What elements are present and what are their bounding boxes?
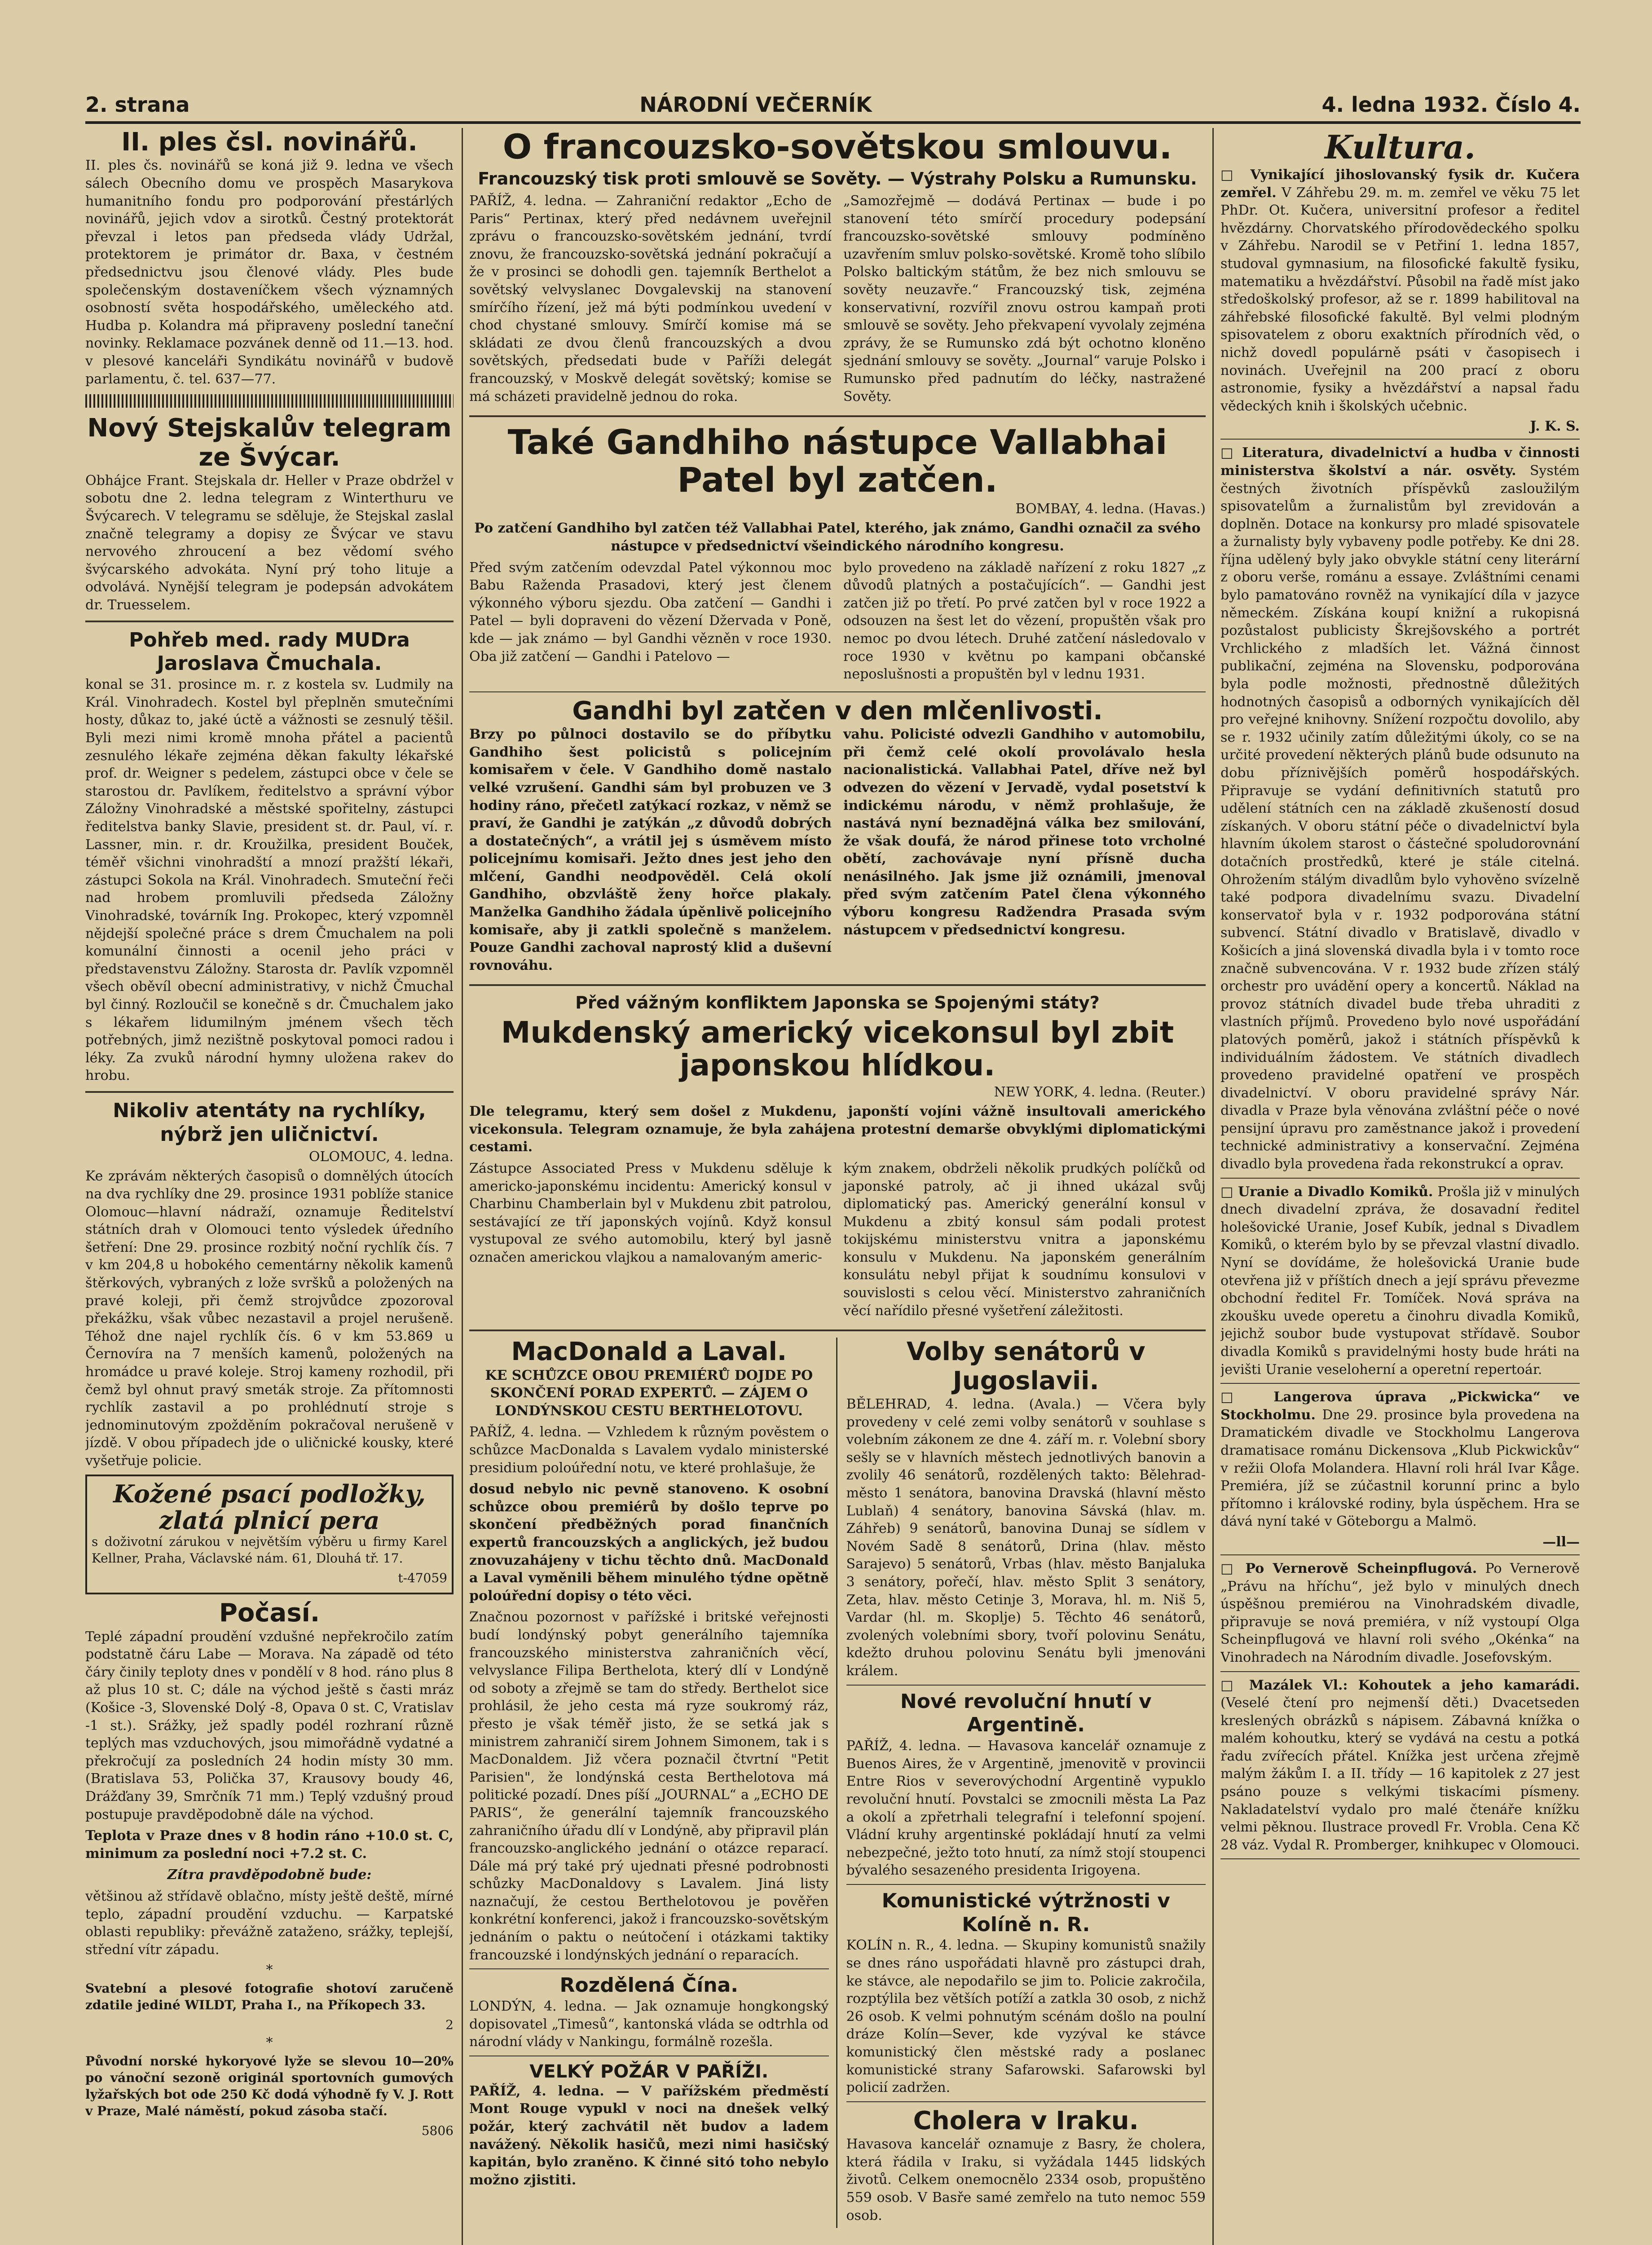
divider xyxy=(469,1329,1206,1331)
item-signature: —ll— xyxy=(1542,1534,1580,1550)
notice: Původní norské hykoryové lyže se slevou 10—20% po vánoční sezoně originál sportovních gumových lyžařských bot ode 250 Kč dodá výhodně fy V. J. Rott v Praze, Malé náměstí, pokud zásoba stačí. xyxy=(85,2054,454,2119)
lead: Po zatčení Gandhiho byl zatčen též Vallabhai Patel, kterého, jak známo, Gandhi označil za svého nástupce v předsednictví všeindického národního kongresu. xyxy=(474,520,1201,554)
article-body: BĚLEHRAD, 4. ledna. (Avala.) — Včera byly provedeny v celé zemi volby senátorů v souhlase s volebním zákonem ze dne 4. září m. r. Volební sbory sešly se v hlavních městech jednotlivých banovin a zvolily 46 senátorů, rozdělených takto: Bělehrad-město 1 senátora, banovina Dravská (hlavní město Lublaň) 4 senátory, banovina Sávská (hlav. m. Záhřeb) 9 senátorů, banovina Dunaj se sídlem v Novém Sadě 8 senátorů, Drina (hlav. město Sarajevo) 5 senátorů, Vrbas (hlav. město Banjaluka 3 senátory, pořečí, hlav. město Split 3 senátory, Zeta, hlav. město Cetinje 3, Morava, hl. m. Niš 5, Vardar (hl. m. Skoplje) 5. Těchto 46 senátorů, zvolených volebními sbory, tvoří polovinu Senátu, kdežto druhou polovinu Senátu byli jmenováni králem. xyxy=(846,1396,1206,1679)
headline: II. ples čsl. novinářů. xyxy=(121,128,418,157)
notice: Svatební a plesové fotografie shotoví zaručeně zdatile jediné WILDT, Praha I., na Příkopech 33. xyxy=(85,1981,454,2013)
article-body: Před svým zatčením odevzdal Patel výkonnou moc Babu Raženda Prasadovi, který jest členem výkonného výboru sjezdu. Oba zatčení — Gandhi i Patel — byli dopraveni do vězení Džervada v Poně, kde — jak známo — byl Gandhi vězněn v roce 1930. Oba již zatčení — Gandhi i Patelovo — xyxy=(469,559,832,665)
headline: Nové revoluční hnutí v Argentině. xyxy=(900,1690,1152,1737)
kultura-item: □ Uranie a Divadlo Komiků. Prošla již v minulých dnech divadelní zpráva, že dosavadní ředitel holešovické Uranie, Josef Kubík, jednal s Divadlem Komiků, o kterém bylo by se převzal vlastní divadlo. Nyní se dovídáme, že holešovická Uranie bude otevřena již v příštích dnech a její správu převezme obchodní ředitel Fr. Tomíček. Nová správa na zkoušku uvede operetu a činohru divadla Komiků, jejichž soubor bude vystupovat střídavě. Soubor divadla Komiků s pravidelnými hosty bude hráti na jevišti Uranie veseloherní a operetní repertoár. xyxy=(1220,1183,1580,1384)
item-body: Systém čestných životních příspěvků zasloužilým spisovatelům a žurnalistům byl zrevidován a doplněn. Dotace na konkursy pro mladé spisovatele a žurnalisty byly vybaveny podle potřeby. Ke dni 28. října udělený byly jako obvykle státní ceny literární z oboru verše, románu a essaye. Zvláštními cenami bylo pamatováno rovněž na vynikající díla v jazyce německém. Získána koupí knižní a rukopisná pozůstalost publicisty Škrejšovského a portrét Vrchlického z mladších let. Vážná činnost publikační, zejména na Slovensku, podporována byla podle možnosti, přednostně důležitých hodnotných časopisů a odborných vynikajících děl pro veřejné knihovny. Snížení rozpočtu dovolilo, aby se r. 1932 učinily zatím důležitými úkoly, co se na určité provedení některých plánů bude odsunuto na dobu příznivějších poměrů hospodářských. Připravuje se vydání definitivních statutů pro udělení státních cen na základě zkušeností dosud získaných. V oboru státní péče o divadelnictví byla hlavním úkolem starost o částečné spoludorovnání dotačních prostředků, které je stále citelná. Ohrožením stálým divadlům bylo vyhověno svízelně také podpora divadelnímu svazu. Divadelní konservatoř byla v r. 1932 podporována státní subvencí. Státní divadlo v Bratislavě, divadlo v Košicích a jiná slovenská divadla byla i v tomto roce značně subvencována. V r. 1932 bude zřízen stálý orchestr pro uvádění opery a koncertů. Náklad na provoz státních divadel bude třeba uhraditi z vlastních příjmů. Provedeno bylo nové uspořádání platových poměrů, jakož i státních příspěvků k individuálním žádostem. Ve státních divadlech provedeno pravidelné opatření ve prospěch divadelnictví. V oboru pravidelné správy Nár. divadla v Praze byla věnována zvláštní péče o nové pensijní úpravu pro zaměstnance jakož i provedení technické administrativy a konservační. Zejména divadlo byla provedena řada rekonstrukcí a oprav. xyxy=(1220,462,1580,1172)
divider xyxy=(469,1968,829,1969)
kultura-items xyxy=(1220,166,1580,1859)
article-pohreb xyxy=(85,629,454,1085)
notice-code: 2 xyxy=(445,2017,454,2033)
kultura-item: □ Mazálek Vl.: Kohoutek a jeho kamarádi. (Veselé čtení pro nejmenší děti.) Dvacetseden kreslených obrázků s nápisem. Zábavná knížka o malém kohoutku, který se vydává na cestu a potká řadu zvířecích přátel. Knížka jest určena zřejmě malým žákům I. a II. třídy — 16 kapitolek z 27 jest psáno pouze s velkými tiskacími písmeny. Nakladatelství vydalo pro malé čtenáře knížku velmi pěknou. Ilustrace provedl Fr. Vrobla. Cena Kč 28 váz. Vydal R. Promberger, knihkupec v Olomouci. xyxy=(1220,1677,1580,1860)
item-title: Po Vernerově Scheinpflugová. xyxy=(1245,1560,1477,1576)
item-body: Prošla již v minulých dnech divadelní zpráva, že dosavadní ředitel holešovické Uranie, Josef Kubík, jednal s Divadlem Komiků, o kterém bylo by se převzal vlastní divadlo. Nyní se dovídáme, že holešovická Uranie bude otevřena již v příštích dnech a její správu převezme obchodní ředitel Fr. Tomíček. Nová správa na zkoušku uvede operetu a činohru divadla Komiků, jejichž soubor bude vystupovat střídavě. Soubor divadla Komiků s pravidelnými hosty bude hráti na jevišti Uranie veseloherní a operetní repertoár. xyxy=(1220,1184,1580,1378)
kicker: Před vážným konfliktem Japonska se Spojenými státy? xyxy=(575,993,1100,1013)
headline: VELKÝ POŽÁR V PAŘÍŽI. xyxy=(529,2061,769,2082)
dateline: BOMBAY, 4. ledna. (Havas.) xyxy=(1015,501,1206,517)
lead: KE SCHŮZCE OBOU PREMIÉRŮ DOJDE PO SKONČENÍ PORAD EXPERTŮ. — ZÁJEM O LONDÝNSKOU CESTU BERTHELOTOVU. xyxy=(485,1367,813,1419)
divider xyxy=(85,1091,454,1093)
divider xyxy=(846,1685,1206,1686)
column-rule xyxy=(1212,128,1214,2245)
headline: Mukdenský americký vicekonsul byl zbit japonskou hlídkou. xyxy=(501,1015,1174,1083)
divider xyxy=(469,415,1206,417)
article-mukden xyxy=(469,992,1206,1323)
separator-star: * xyxy=(266,2035,273,2051)
article-body: LONDÝN, 4. ledna. — Jak oznamuje hongkongský dopisovatel „Timesů“, kantonská vláda se odtrhla od národní vlády v Nankingu, formálně rozešla. xyxy=(469,1998,829,2050)
divider xyxy=(1220,439,1580,440)
headline: Pohřeb med. rady MUDra Jaroslava Čmuchala. xyxy=(129,628,410,675)
article-body: konal se 31. prosince m. r. z kostela sv. Ludmily na Král. Vinohradech. Kostel byl přeplněn smutečními hosty, důkaz to, jaké úctě a vážnosti se zesnulý těšil. Byli mezi nimi kromě mnoha přátel a pacientů zesnulého lékaře zejména děkan fakulty lékařské prof. dr. Weigner s pedelem, zástupci obce v čele se starostou dr. Pavlíkem, ředitelstvo a správní výbor Záložny Vinohradské a městské spořitelny, zástupci ředitelstva banky Slavie, president st. dr. Paul, ví. r. Lassner, min. r. dr. Kroužilka, president Bouček, téměř všichni vinohradští a mnozí pražští lékaři, zástupci Sokola na Král. Vinohradech. Smuteční řeči nad hrobem promluvili předseda Záložny Vinohradské, továrník Ing. Prokopec, který vzpomněl nějdejší společné práce s drem Čmuchalem na poli komunální činnosti a ocenil jeho práci v představenstvu Záložny. Starosta dr. Pavlík vzpomněl všech oběvíl obecní administrativy, v nichž Čmuchal byl činný. Rozloučil se konečně s dr. Čmuchalem jako s lékařem lidumilným jménem všech těch potřebných, jimž nezištně poskytoval pomoci radou i léky. Za zvuků národní hymny uložena rakev do hrobu. xyxy=(85,677,454,1084)
divider xyxy=(1220,1178,1580,1179)
item-title: Uranie a Divadlo Komiků. xyxy=(1238,1184,1433,1200)
article-body: PAŘÍŽ, 4. ledna. — Vzhledem k různým pověstem o schůzce MacDonalda s Lavalem vydalo ministerské presidium poloúřední notu, ve které prohlašuje, že xyxy=(469,1424,829,1476)
ad-code: t-47059 xyxy=(398,1571,447,1586)
article-body: PAŘÍŽ, 4. ledna. — V pařížském předměstí Mont Rouge vypukl v noci na dnešek velký požár, který zachvátil nět budov a ladem navážený. Několik hasičů, mezi nimi hasičský kapitán, bylo zraněno. K činné sitó toho nebylo možno zjistiti. xyxy=(469,2083,829,2188)
article-body: bylo provedeno na základě nařízení z roku 1827 „z důvodů platných a postačujících“. — Gandhi jest zatčen již po třetí. Po prvé zatčen byl v roce 1922 a odsouzen na šest let do vězení, propuštěn však pro nemoc po dvou létech. Druhé zatčení následovalo v roce 1930 v květnu po kampani občanské neposlušnosti a propuštěn byl v lednu 1931. xyxy=(843,559,1206,682)
divider xyxy=(85,394,454,408)
item-signature: J. K. S. xyxy=(1530,418,1580,435)
headline: MacDonald a Laval. xyxy=(511,1337,787,1367)
article-body: Havasova kancelář oznamuje z Basry, že cholera, která řádila v Iraku, si vyžádala 1445 lidských životů. Celkem onemocnělo 2334 osob, propuštěno 559 osob. V Basře samé zemřelo na tuto nemoc 559 osob. xyxy=(846,2136,1206,2223)
lead: Dle telegramu, který sem došel z Mukdenu, japonští vojíni vážně insultovali amerického vicekonsula. Telegram oznamuje, že byla zahájena protestní demarše obvyklými diplomatickými cestami. xyxy=(469,1104,1206,1155)
dateline: NEW YORK, 4. ledna. (Reuter.) xyxy=(994,1084,1206,1100)
article-smlouva xyxy=(469,128,1206,409)
article-body: PAŘÍŽ, 4. ledna. — Havasova kancelář oznamuje z Buenos Aires, že v Argentině, jmenovitě v provincii Entre Rios v severovýchodní Argentině vypuklo revoluční hnutí. Povstalci se zmocnili města La Paz a okolí a zpřetrhali telegrafní i telefonní spojení. Vládní kruhy argentinské pokládají hnutí za velmi nebezpečné, ježto toto hnutí, za nímž stojí stoupenci bývalého sesazeného presidenta Irigoyena. xyxy=(846,1738,1206,1879)
kultura-item: □ Po Vernerově Scheinpflugová. Po Vernerově „Právu na hříchu“, jež bylo v minulých dnech úspěšnou premiérou na Vinohradském divadle, připravuje se nová premiéra, v níž vystoupí Olga Scheinpflugová ve hlavní roli svého „Okénka“ na Vinohradech na Národním divadle. Josefovským. xyxy=(1220,1560,1580,1672)
article-body: Značnou pozornost v pařížské i britské veřejnosti budí londýnský pobyt generálního tajemníka francouzského ministerstva zahraničních věcí, velvyslance Filipa Berthelota, který dlí v Londýně od soboty a zřejmě se tam do středy. Berthelot sice prohlásil, že jeho cesta má ryze soukromý ráz, přesto je však téměř jisto, že se setká jak s ministrem zahraničí sirem Johnem Simonem, tak i s MacDonaldem. Již včera poznačil čtvrtní "Petit Parisien", že londýnská cesta Berthelotova má politické pozadí. Dnes píší „JOURNAL“ a „ECHO DE PARIS“, že generální tajemník francouzského zahraničního úřadu dlí v Londýně, aby připravil plán francouzsko-anglického jednání o otázce reparací. Dále má prý také prý ujednati přesné podrobnosti schůzky MacDonaldovy s Lavalem. Jiná listy naznačují, že cestou Berthelotovou je pověřen konkrétní konferenci, jakož i francouzsko-sovětským jednáním o paktu o neútočení i otázkami taktiky francouzské i londýnských jednání o reparacích. xyxy=(469,1609,829,1963)
item-title: Langerova úprava „Pickwicka“ ve Stockholmu. xyxy=(1220,1389,1580,1423)
subcolumn-right xyxy=(846,1338,1206,2228)
left-column xyxy=(85,128,454,2245)
item-body: Dne 29. prosince byla provedena na Dramatickém divadle ve Stockholmu Langerova dramatisace románu Dickensova „Klub Pickwickův“ v režii Olofa Molandera. Hlavní roli hrál Ivar Kåge. Premiéra, jíž se zúčastnil korunní princ a bylo přítomno i královské rodiny, byla úspěchem. Hra se dává nyní také v Göteborgu a Malmö. xyxy=(1220,1407,1580,1530)
forecast: většinou až střídavě oblačno, místy ještě deště, mírné teplo, západní proudění vzduchu. — Karpatské oblasti republiky: převážně zataženo, srážky, teplejší, střední vítr západu. xyxy=(85,1888,454,1958)
headline: O francouzsko-sovětskou smlouvu. xyxy=(502,128,1172,167)
item-title: Literatura, divadelnictví a hudba v činnosti ministerstva školství a nár. osvěty. xyxy=(1220,445,1580,479)
ad-title: Kožené psací podložky, zlatá plnicí pera xyxy=(113,1479,426,1535)
article-body: Ke zprávám některých časopisů o domnělých útocích na dva rychlíky dne 29. prosince 1931 poblíže stanice Olomouc—hlavní nádraží, oznamuje Ředitelství státních drah v Olomouci tento výsledek úředního šetření: Dne 29. prosince rozbitý noční rychlík čís. 7 v km 204,8 u hobokého cementárny několik kamenů štěrkových, vybraných z lože svršků a položených na pravé koleji, při čemž strojvůdce zpozoroval překážku, však vůbec nezastavil a projel nerušeně. Téhož dne najel rychlík čís. 6 v km 53.869 u Černovíra na 7 menších kamenů, položených na hromádce u pravé koleje. Stroj kameny rozhodil, při čemž byl ohnut pravý smeták stroje. Za přítomnosti rychlík zastavil a po prohlédnutí stroje s jednominutovým zpožděním pokračoval nerušeně v jízdě. V obou případech jde o uličnické kousky, které vyšetřuje policie. xyxy=(85,1168,454,1469)
divider xyxy=(1220,1671,1580,1672)
item-title: Vynikající jihoslovanský fysik dr. Kučera zemřel. xyxy=(1220,167,1580,201)
kultura-item: □ Vynikající jihoslovanský fysik dr. Kučera zemřel. V Záhřebu 29. m. m. zemřel ve věku 75 let PhDr. Ot. Kučera, universitní profesor a ředitel hvězdárny. Chorvatského přírodovědeckého spolku v Záhřebu. Narodil se v Petřiní 1. ledna 1857, studoval gymnasium, na filosofické fakultě fysiku, matematiku a hvězdářství. Působil na řadě míst jako středoškolský profesor, až se r. 1899 habilitoval na záhřebské filosofické fakultě. Byl velmi plodným spisovatelem z oboru exaktních přírodních věd, o nichž dovedl populárně psáti v časopisech i novinách. Uveřejnil na 200 prací z oboru astronomie, fysiky a hvězdářství a napsal řadu vědeckých knih i školských učebnic. J. K. S. xyxy=(1220,166,1580,440)
article-body: dosud nebylo nic pevně stanoveno. K osobní schůzce obou premiérů by došlo teprve po skončení předběžných porad finančních expertů francouzských a anglických, jež budou znovuzahájeny v tichu těchto dnů. MacDonald a Laval vyměnili během minulého týdne opětně poloúřední dopisy o této věci. xyxy=(469,1481,829,1604)
article-body: Brzy po půlnoci dostavilo se do příbytku Gandhiho šest policistů s policejním komisařem v čele. V Gandhiho domě nastalo velké vzrušení. Gandhi sám byl probuzen ve 3 hodiny ráno, přečetl zatýkací rozkaz, v němž se praví, že Gandhi je zatýkán „z důvodů dobrých a dostatečných“, a vrátil jej s úsměvem místo policejnímu komisaři. Ježto dnes jest jeho den mlčení, Gandhi neodpověděl. Celá okolí Gandhiho, obzvláště ženy hořce plakaly. Manželka Gandhiho žádala úpěnlivě policejního komisaře, aby ji zatkli společně s manželem. Pouze Gandhi zachoval naprostý klid a duševní rovnováhu. xyxy=(469,726,832,973)
ad-body: s doživotní zárukou v největším výběru u firmy Karel Kellner, Praha, Václavské nám. 61, Dlouhá tř. 17. xyxy=(92,1534,447,1566)
article-stejskal xyxy=(85,414,454,614)
masthead: NÁRODNÍ VEČERNÍK xyxy=(639,92,872,117)
headline: Nikoliv atentáty na rychlíky, nýbrž jen uličnictví. xyxy=(113,1099,426,1146)
item-body: (Veselé čtení pro nejmenší děti.) Dvacetseden kreslených obrázků s nápisem. Zábavná knížka o malém kohoutku, který se vydává na cestu a potká řadu zvířecích přátel. Knížka jest určena zřejmě malým žákům I. a II. třídy — 16 kapitolek z 27 jest psáno pouze s velkými tiskacími písmeny. Nakladatelství vydalo pro malé čtenáře knížku velmi pěknou. Ilustrace provedl Fr. Vrobla. Cena Kč 28 váz. Vydal R. Promberger, knihkupec v Olomouci. xyxy=(1220,1695,1580,1853)
headline: Nový Stejskalův telegram ze Švýcar. xyxy=(87,414,452,472)
headline: Rozdělená Čína. xyxy=(559,1974,738,1997)
article-mlcenlivost xyxy=(469,697,1206,978)
forecast-label: Zítra pravděpodobně bude: xyxy=(167,1867,372,1883)
headline: Počasí. xyxy=(219,1598,320,1628)
divider xyxy=(85,621,454,622)
headline: Také Gandhiho nástupce Vallabhai Patel byl zatčen. xyxy=(507,422,1167,500)
page-header xyxy=(85,85,1581,124)
issue-date: 4. ledna 1932. Číslo 4. xyxy=(1322,92,1581,117)
divider xyxy=(469,984,1206,986)
kultura-item: □ Langerova úprava „Pickwicka“ ve Stockholmu. Dne 29. prosince byla provedena na Dramatickém divadle ve Stockholmu Langerova dramatisace románu Dickensova „Klub Pickwickův“ v režii Olofa Molandera. Hlavní roli hrál Ivar Kåge. Premiéra, jíž se zúčastnil korunní princ a bylo přítomno i královské rodiny, byla úspěchem. Hra se dává nyní také v Göteborgu a Malmö. —ll— xyxy=(1220,1388,1580,1555)
advertisement xyxy=(85,1475,454,1595)
article-body: Zástupce Associated Press v Mukdenu sděluje k americko-japonskému incidentu: Americký konsul v Charbinu Chamberlain byl v Mukdenu zbit patrolou, sestávající ze tří japonských vojínů. Když konsul vystupoval ze svého automobilu, který byl jasně označen americkou vlajkou a namalovaným americ- xyxy=(469,1160,832,1265)
article-body: II. ples čs. novinářů se koná již 9. ledna ve všech sálech Obecního domu ve prospěch Masarykova humanitního fondu pro podporování přestárlých novinářů, jejich vdov a sirotků. Čestný protektorát převzal i letos pan předseda vlády Udržal, protektorem je primátor dr. Baxa, v čestném předsednictvu jsou členové vlády. Ples bude společenským dostaveníčkem všech významných osobností světa hospodářského, uměleckého atd. Hudba p. Kolandra má připraveny poslední taneční novinky. Reklamace pozvánek denně od 11.—13. hod. v plesové kanceláři Syndikátu novinářů v budově parlamentu, č. tel. 637—77. xyxy=(85,158,454,387)
article-atentaty xyxy=(85,1099,454,1470)
page-number: 2. strana xyxy=(85,92,190,117)
article-body: Obhájce Frant. Stejskala dr. Heller v Praze obdržel v sobotu dne 2. ledna telegram z Winterthuru ve Švýcarech. V telegramu se sděluje, že Stejskal zaslal značně telegramy a dopisy ze Švýcar ve stavu nervového zhroucení a bez vědomí svého švýcarského advokáta. Nyní prý toho lituje a odvolává. Nynější telegram je podepsán advokátem dr. Truesselem. xyxy=(85,472,454,613)
divider xyxy=(469,691,1206,692)
section-title: Kultura. xyxy=(1325,128,1476,166)
article-body: „Samozřejmě — dodává Pertinax — bude i po stanovení této smírčí procedury podepsání francouzsko-sovětské smlouvy podmíněno uzavřením smluv polsko-sovětské. Kromě toho slíbilo Polsko baltickým státům, že bez nich smlouvu se sověty neuzavře.“ Francouzský tisk, zejména konservativní, rozvířil znovu ostrou kampaň proti smlouvě se sověty. Jeho překvapení vyvolaly zejména zprávy, že se Rumunsko zdá být ochotno kloněno sjednání smlouvy se sověty. „Journal“ varuje Polsko i Rumunsko před padnutím do léčky, nastražené Sověty. xyxy=(843,193,1206,405)
divider xyxy=(1220,1383,1580,1384)
right-column xyxy=(1220,128,1580,2245)
kultura-item: □ Literatura, divadelnictví a hudba v činnosti ministerstva školství a nár. osvěty. Systém čestných životních příspěvků zasloužilým spisovatelům a žurnalistům byl zrevidován a doplněn. Dotace na konkursy pro mladé spisovatele a žurnalisty byly vybaveny podle potřeby. Ke dni 28. října udělený byly jako obvykle státní ceny literární z oboru verše, románu a essaye. Zvláštními cenami bylo pamatováno rovněž na vynikající díla v jazyce německém. Získána koupí knižní a rukopisná pozůstalost publicisty Škrejšovského a portrét Vrchlického z mladších let. Vážná činnost publikační, zejména na Slovensku, podporována byla podle možnosti, přednostně důležitých hodnotných časopisů a odborných vynikajících děl pro veřejné knihovny. Snížení rozpočtu dovolilo, aby se r. 1932 učinily zatím důležitými úkoly, co se na určité provedení některých plánů bude odsunuto na dobu příznivějších poměrů hospodářských. Připravuje se vydání definitivních statutů pro udělení státních cen na základě zkušeností dosud získaných. V oboru státní péče o divadelnictví byla hlavním úkolem starost o částečné spoludorovnání dotačních prostředků, které je stále citelná. Ohrožením stálým divadlům bylo vyhověno svízelně také podpora divadelnímu svazu. Divadelní konservatoř byla v r. 1932 podporována státní subvencí. Státní divadlo v Bratislavě, divadlo v Košicích a jiná slovenská divadla byla i v tomto roce značně subvencována. V r. 1932 bude zřízen stálý orchestr pro uvádění opery a koncertů. Náklad na provoz státních divadel bude třeba uhraditi z vlastních příjmů. Provedeno bylo nové uspořádání platových poměrů, jakož i státních příspěvků k individuálním žádostem. Ve státních divadlech provedeno pravidelné opatření ve prospěch divadelnictví. V oboru pravidelné správy Nár. divadla v Praze byla věnována zvláštní péče o nové pensijní úpravu pro zaměstnance jakož i provedení technické administrativy a konservační. Zejména divadlo byla provedena řada rekonstrukcí a oprav. xyxy=(1220,444,1580,1178)
article-body: vahu. Policisté odvezli Gandhiho v automobilu, při čemž celé okolí provolávalo hesla nacionalistická. Vallabhai Patel, dříve než byl odvezen do vězení v Jervadě, vydal posetství k indickému národu, v němž prohlašuje, že nastává nyní beznadějná válka bez smilování, že však doufá, že národ přinese toto vrcholné obětí, zachovávaje nyní přísně ducha nenásilného. Jak jsme již oznámili, jmenoval před svým zatčením Patel člena výkonného výboru kongresu Radžendra Prasada svým nástupcem v předsednictví kongresu. xyxy=(843,726,1206,938)
notice-code: 5806 xyxy=(421,2123,454,2139)
divider xyxy=(846,2101,1206,2102)
article-body: kým znakem, obdrželi několik prudkých políčků od japonské patroly, ač ji ihned ukázal svůj diplomatický pas. Americký generální konsul v Mukdenu a zbitý konsul sám podali protest tokijskému ministerstvu vnitra a japonskému konsulu v Mukdenu. Na japonském generálním konsulátu nebyl přijat k soudnímu konsulovi v souvislosti s celou věcí. Ministerstvo zahraničních věcí nařídilo přesné vyšetření záležitosti. xyxy=(843,1160,1206,1319)
headline: Cholera v Iraku. xyxy=(913,2106,1139,2135)
item-body: Po Vernerově „Právu na hříchu“, jež bylo v minulých dnech úspěšnou premiérou na Vinohradském divadle, připravuje se nová premiéra, v níž vystoupí Olga Scheinpflugová ve hlavní roli svého „Okénka“ na Vinohradech na Národním divadle. Josefovským. xyxy=(1220,1560,1580,1665)
divider xyxy=(846,1884,1206,1885)
headline: Volby senátorů v Jugoslavii. xyxy=(906,1337,1145,1395)
item-title: Mazálek Vl.: Kohoutek a jeho kamarádi. xyxy=(1249,1677,1580,1693)
divider xyxy=(1220,1554,1580,1555)
headline: Komunistické výtržnosti v Kolíně n. R. xyxy=(881,1889,1170,1936)
divider xyxy=(1220,1858,1580,1859)
subheadline: Francouzský tisk proti smlouvě se Sověty. — Výstrahy Polsku a Rumunsku. xyxy=(478,168,1197,189)
article-body: KOLÍN n. R., 4. ledna. — Skupiny komunistů snažily se dnes ráno uspořádati hlavně pro zástupci drah, ke stávce, ale nepodařilo se jim to. Policie zakročila, rozptýlila bez větších potíží a zatkla 30 osob, z nichž 26 osob. K velmi pohnutým scénám došlo na poulní dráze Kolín—Sever, kde vyzýval ke stávce komunistický člen městské rady a poslanec komunistické strany Safarowski. Safarowski byl policií zadržen. xyxy=(846,1937,1206,2096)
separator-star: * xyxy=(266,1962,273,1978)
column-rule xyxy=(462,128,463,2245)
item-body: V Záhřebu 29. m. m. zemřel ve věku 75 let PhDr. Ot. Kučera, universitní profesor a ředitel hvězdárny. Chorvatského přírodovědeckého spolku v Záhřebu. Narodil se v Petřiní 1. ledna 1857, studoval gymnasium, na filosofické fakultě fysiku, matematiku a hvězdářství. Působil na řadě míst jako středoškolský profesor, až se r. 1899 habilitoval na záhřebské filosofické fakultě. Byl velmi plodným spisovatelem z oboru exaktních přírodních věd, o nichž dovedl populárně psáti v časopisech i novinách. Uveřejnil na 200 prací z oboru astronomie, fysiky a hvězdářství a napsal řadu vědeckých knih i školských učebnic. xyxy=(1220,185,1580,414)
article-patel xyxy=(469,423,1206,687)
subcolumn-left xyxy=(469,1338,837,2228)
dateline: OLOMOUC, 4. ledna. xyxy=(308,1149,454,1165)
article-pocasi xyxy=(85,1599,454,1959)
article-ples xyxy=(85,128,454,388)
headline: Gandhi byl zatčen v den mlčenlivosti. xyxy=(572,696,1103,726)
temperature: Teplota v Praze dnes v 8 hodin ráno +10.0 st. C, minimum za poslední noci +7.2 st. C. xyxy=(85,1828,454,1862)
center-column xyxy=(469,128,1206,2245)
article-body: Teplé západní proudění vzdušné nepřekročilo zatím podstatně čáru Labe — Morava. Na západě od této čáry činily teploty dnes v pondělí v 8 hod. ráno plus 8 až plus 10 st. C; dále na východ ještě s časti mráz (Košice -3, Slovenské Dolý -8, Opava 0 st. C, Vratislav -1 st.). Srážky, jež spadly podél rozhraní různě teplých mas vzduchových, jsou mimořádně vydatné a překročují za posledních 24 hodin místy 30 mm. (Bratislava 53, Polička 37, Krausovy boudy 46, Drážďany 39, Smrčník 71 mm.) Teplý vzdušný proud postupuje pravděpodobně dále na východ. xyxy=(85,1629,454,1822)
article-body: PAŘÍŽ, 4. ledna. — Zahraniční redaktor „Echo de Paris“ Pertinax, který před nedávnem uveřejnil zprávu o francouzsko-sovětském jednání, tvrdí znovu, že francouzsko-sovětská jednání pokračují a že v prosinci se dohodli gen. tajemník Berthelot a sovětský velvyslanec Dovgalevskij na stanovení smírčího řízení, jež má býti podmínkou uvedení v chod chystané smlouvy. Smírčí komise má se skládati ze dvou členů francouzských a dvou sovětských, předsedati bude v Paříži delegát francouzský, v Moskvě delegát sovětský; komise se má scházeti pravidelně jednou do roka. xyxy=(469,193,832,405)
